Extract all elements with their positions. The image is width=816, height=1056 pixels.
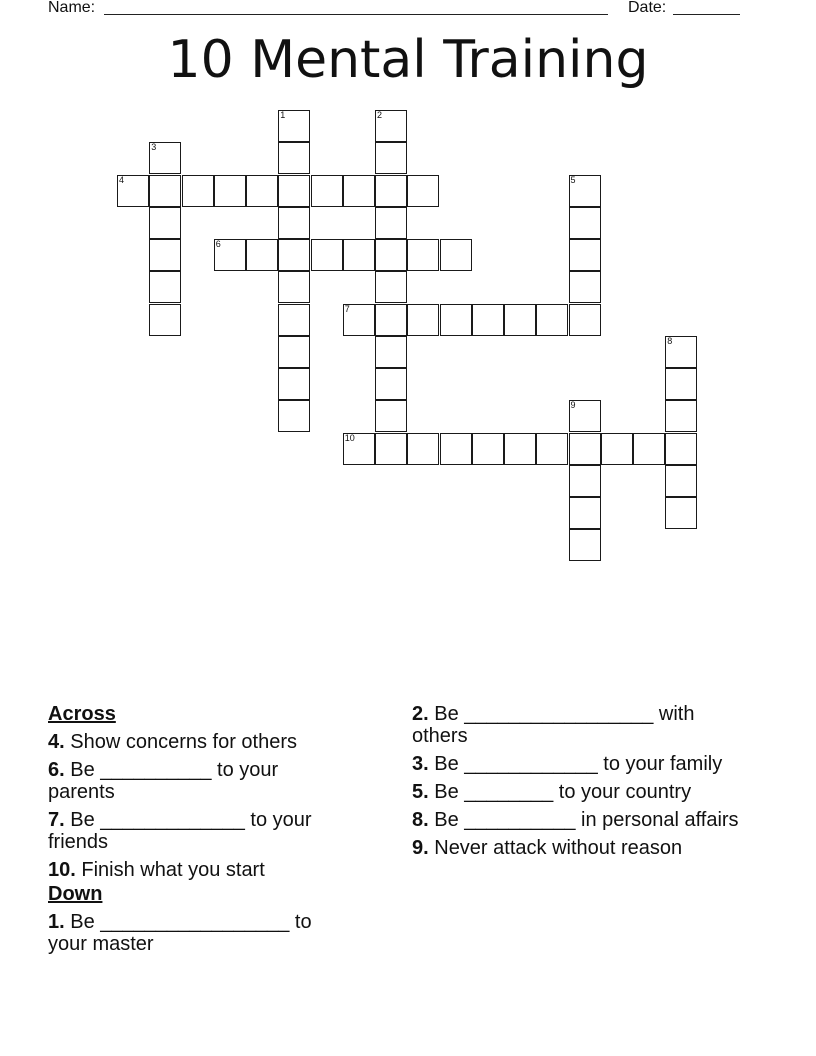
- clue-across-10: [48, 859, 348, 881]
- clue-text: Be _________________ to your master: [48, 911, 312, 955]
- grid-cell[interactable]: [665, 497, 697, 529]
- clue-across-6: [48, 759, 348, 803]
- grid-cell[interactable]: [375, 207, 407, 239]
- grid-cell[interactable]: [149, 304, 181, 336]
- grid-cell[interactable]: [311, 239, 343, 271]
- grid-cell[interactable]: [278, 400, 310, 432]
- grid-cell[interactable]: [343, 433, 375, 465]
- clue-down-9: [412, 837, 742, 859]
- grid-cell[interactable]: [665, 368, 697, 400]
- grid-cell[interactable]: [440, 304, 472, 336]
- grid-cell[interactable]: [246, 175, 278, 207]
- grid-cell[interactable]: [278, 239, 310, 271]
- grid-cell[interactable]: [569, 207, 601, 239]
- grid-cell[interactable]: [278, 142, 310, 174]
- cell-number: 4: [119, 174, 125, 185]
- grid-cell[interactable]: [214, 239, 246, 271]
- across-heading: Across: [48, 703, 116, 725]
- clue-down-3: [412, 753, 742, 775]
- cell-number: 2: [377, 110, 383, 120]
- clue-text: Be __________ in personal affairs: [428, 809, 739, 831]
- grid-cell[interactable]: [375, 110, 407, 142]
- grid-cell[interactable]: [375, 368, 407, 400]
- clue-text: Be _____________ to your friends: [48, 809, 312, 853]
- clue-down-2: [412, 703, 742, 747]
- grid-cell[interactable]: [149, 142, 181, 174]
- clue-down-5: [412, 781, 742, 803]
- grid-cell[interactable]: [569, 433, 601, 465]
- grid-cell[interactable]: [375, 304, 407, 336]
- grid-cell[interactable]: [117, 175, 149, 207]
- clue-text: Never attack without reason: [428, 837, 683, 859]
- cell-number: 3: [151, 142, 157, 153]
- grid-cell[interactable]: [343, 304, 375, 336]
- clue-number: 10.: [48, 859, 76, 881]
- grid-cell[interactable]: [665, 400, 697, 432]
- grid-cell[interactable]: [665, 465, 697, 497]
- clue-text: Be ____________ to your family: [428, 753, 723, 775]
- grid-cell[interactable]: [407, 304, 439, 336]
- grid-cell[interactable]: [569, 271, 601, 303]
- name-label: Name:: [48, 0, 96, 16]
- grid-cell[interactable]: [569, 529, 601, 561]
- clue-down-1: [48, 911, 348, 955]
- grid-cell[interactable]: [149, 175, 181, 207]
- grid-cell[interactable]: [472, 433, 504, 465]
- cell-number: 8: [667, 335, 673, 346]
- cell-number: 9: [570, 400, 576, 411]
- grid-cell[interactable]: [214, 175, 246, 207]
- grid-cell[interactable]: [536, 433, 568, 465]
- page-title: 10 Mental Training: [167, 30, 649, 90]
- cell-number: 10: [344, 432, 355, 443]
- clue-across-4: [48, 731, 348, 753]
- clue-number: 6.: [48, 759, 65, 781]
- grid-cell[interactable]: [375, 175, 407, 207]
- clue-number: 1.: [48, 911, 65, 933]
- grid-cell[interactable]: [375, 142, 407, 174]
- clue-text: Be _________________ with others: [412, 703, 695, 747]
- grid-cell[interactable]: [375, 336, 407, 368]
- grid-cell[interactable]: [311, 175, 343, 207]
- grid-cell[interactable]: [149, 239, 181, 271]
- grid-cell[interactable]: [278, 304, 310, 336]
- date-label: Date:: [628, 0, 667, 16]
- cell-number: 7: [344, 303, 350, 314]
- grid-cell[interactable]: [375, 271, 407, 303]
- grid-cell[interactable]: [407, 433, 439, 465]
- cell-number: 6: [215, 239, 221, 249]
- grid-cell[interactable]: [569, 175, 601, 207]
- grid-cell[interactable]: [149, 207, 181, 239]
- grid-cell[interactable]: [246, 239, 278, 271]
- grid-cell[interactable]: [440, 433, 472, 465]
- grid-cell[interactable]: [472, 304, 504, 336]
- cell-number: 1: [280, 110, 286, 120]
- grid-cell[interactable]: [278, 336, 310, 368]
- grid-cell[interactable]: [407, 175, 439, 207]
- grid-cell[interactable]: [504, 304, 536, 336]
- grid-cell[interactable]: [278, 271, 310, 303]
- clue-text: Be ________ to your country: [428, 781, 692, 803]
- clue-text: Be __________ to your parents: [48, 759, 279, 803]
- clue-number: 2.: [412, 703, 429, 725]
- grid-cell[interactable]: [375, 433, 407, 465]
- clue-number: 8.: [412, 809, 429, 831]
- clue-down-8: [412, 809, 742, 831]
- grid-cell[interactable]: [536, 304, 568, 336]
- grid-cell[interactable]: [569, 497, 601, 529]
- clue-text: Show concerns for others: [64, 731, 298, 753]
- clue-number: 4.: [48, 731, 65, 753]
- cell-number: 5: [570, 174, 576, 185]
- grid-cell[interactable]: [343, 175, 375, 207]
- clues-right-column: [412, 703, 742, 865]
- grid-cell[interactable]: [278, 207, 310, 239]
- grid-cell[interactable]: [149, 271, 181, 303]
- clues-left-column: [48, 703, 348, 961]
- grid-cell[interactable]: [569, 400, 601, 432]
- grid-cell[interactable]: [665, 433, 697, 465]
- grid-cell[interactable]: [601, 433, 633, 465]
- grid-cell[interactable]: [343, 239, 375, 271]
- grid-cell[interactable]: [569, 239, 601, 271]
- clue-number: 5.: [412, 781, 429, 803]
- down-heading: Down: [48, 883, 103, 905]
- grid-cell[interactable]: [375, 239, 407, 271]
- grid-cell[interactable]: [407, 239, 439, 271]
- grid-cell[interactable]: [633, 433, 665, 465]
- grid-cell[interactable]: [569, 465, 601, 497]
- clue-across-7: [48, 809, 348, 853]
- clue-number: 9.: [412, 837, 429, 859]
- clue-number: 7.: [48, 809, 65, 831]
- grid-cell[interactable]: [278, 110, 310, 142]
- clue-number: 3.: [412, 753, 429, 775]
- grid-cell[interactable]: [504, 433, 536, 465]
- grid-cell[interactable]: [182, 175, 214, 207]
- grid-cell[interactable]: [440, 239, 472, 271]
- grid-cell[interactable]: [278, 368, 310, 400]
- grid-cell[interactable]: [665, 336, 697, 368]
- grid-cell[interactable]: [375, 400, 407, 432]
- clue-text: Finish what you start: [75, 859, 265, 881]
- grid-cell[interactable]: [278, 175, 310, 207]
- grid-cell[interactable]: [569, 304, 601, 336]
